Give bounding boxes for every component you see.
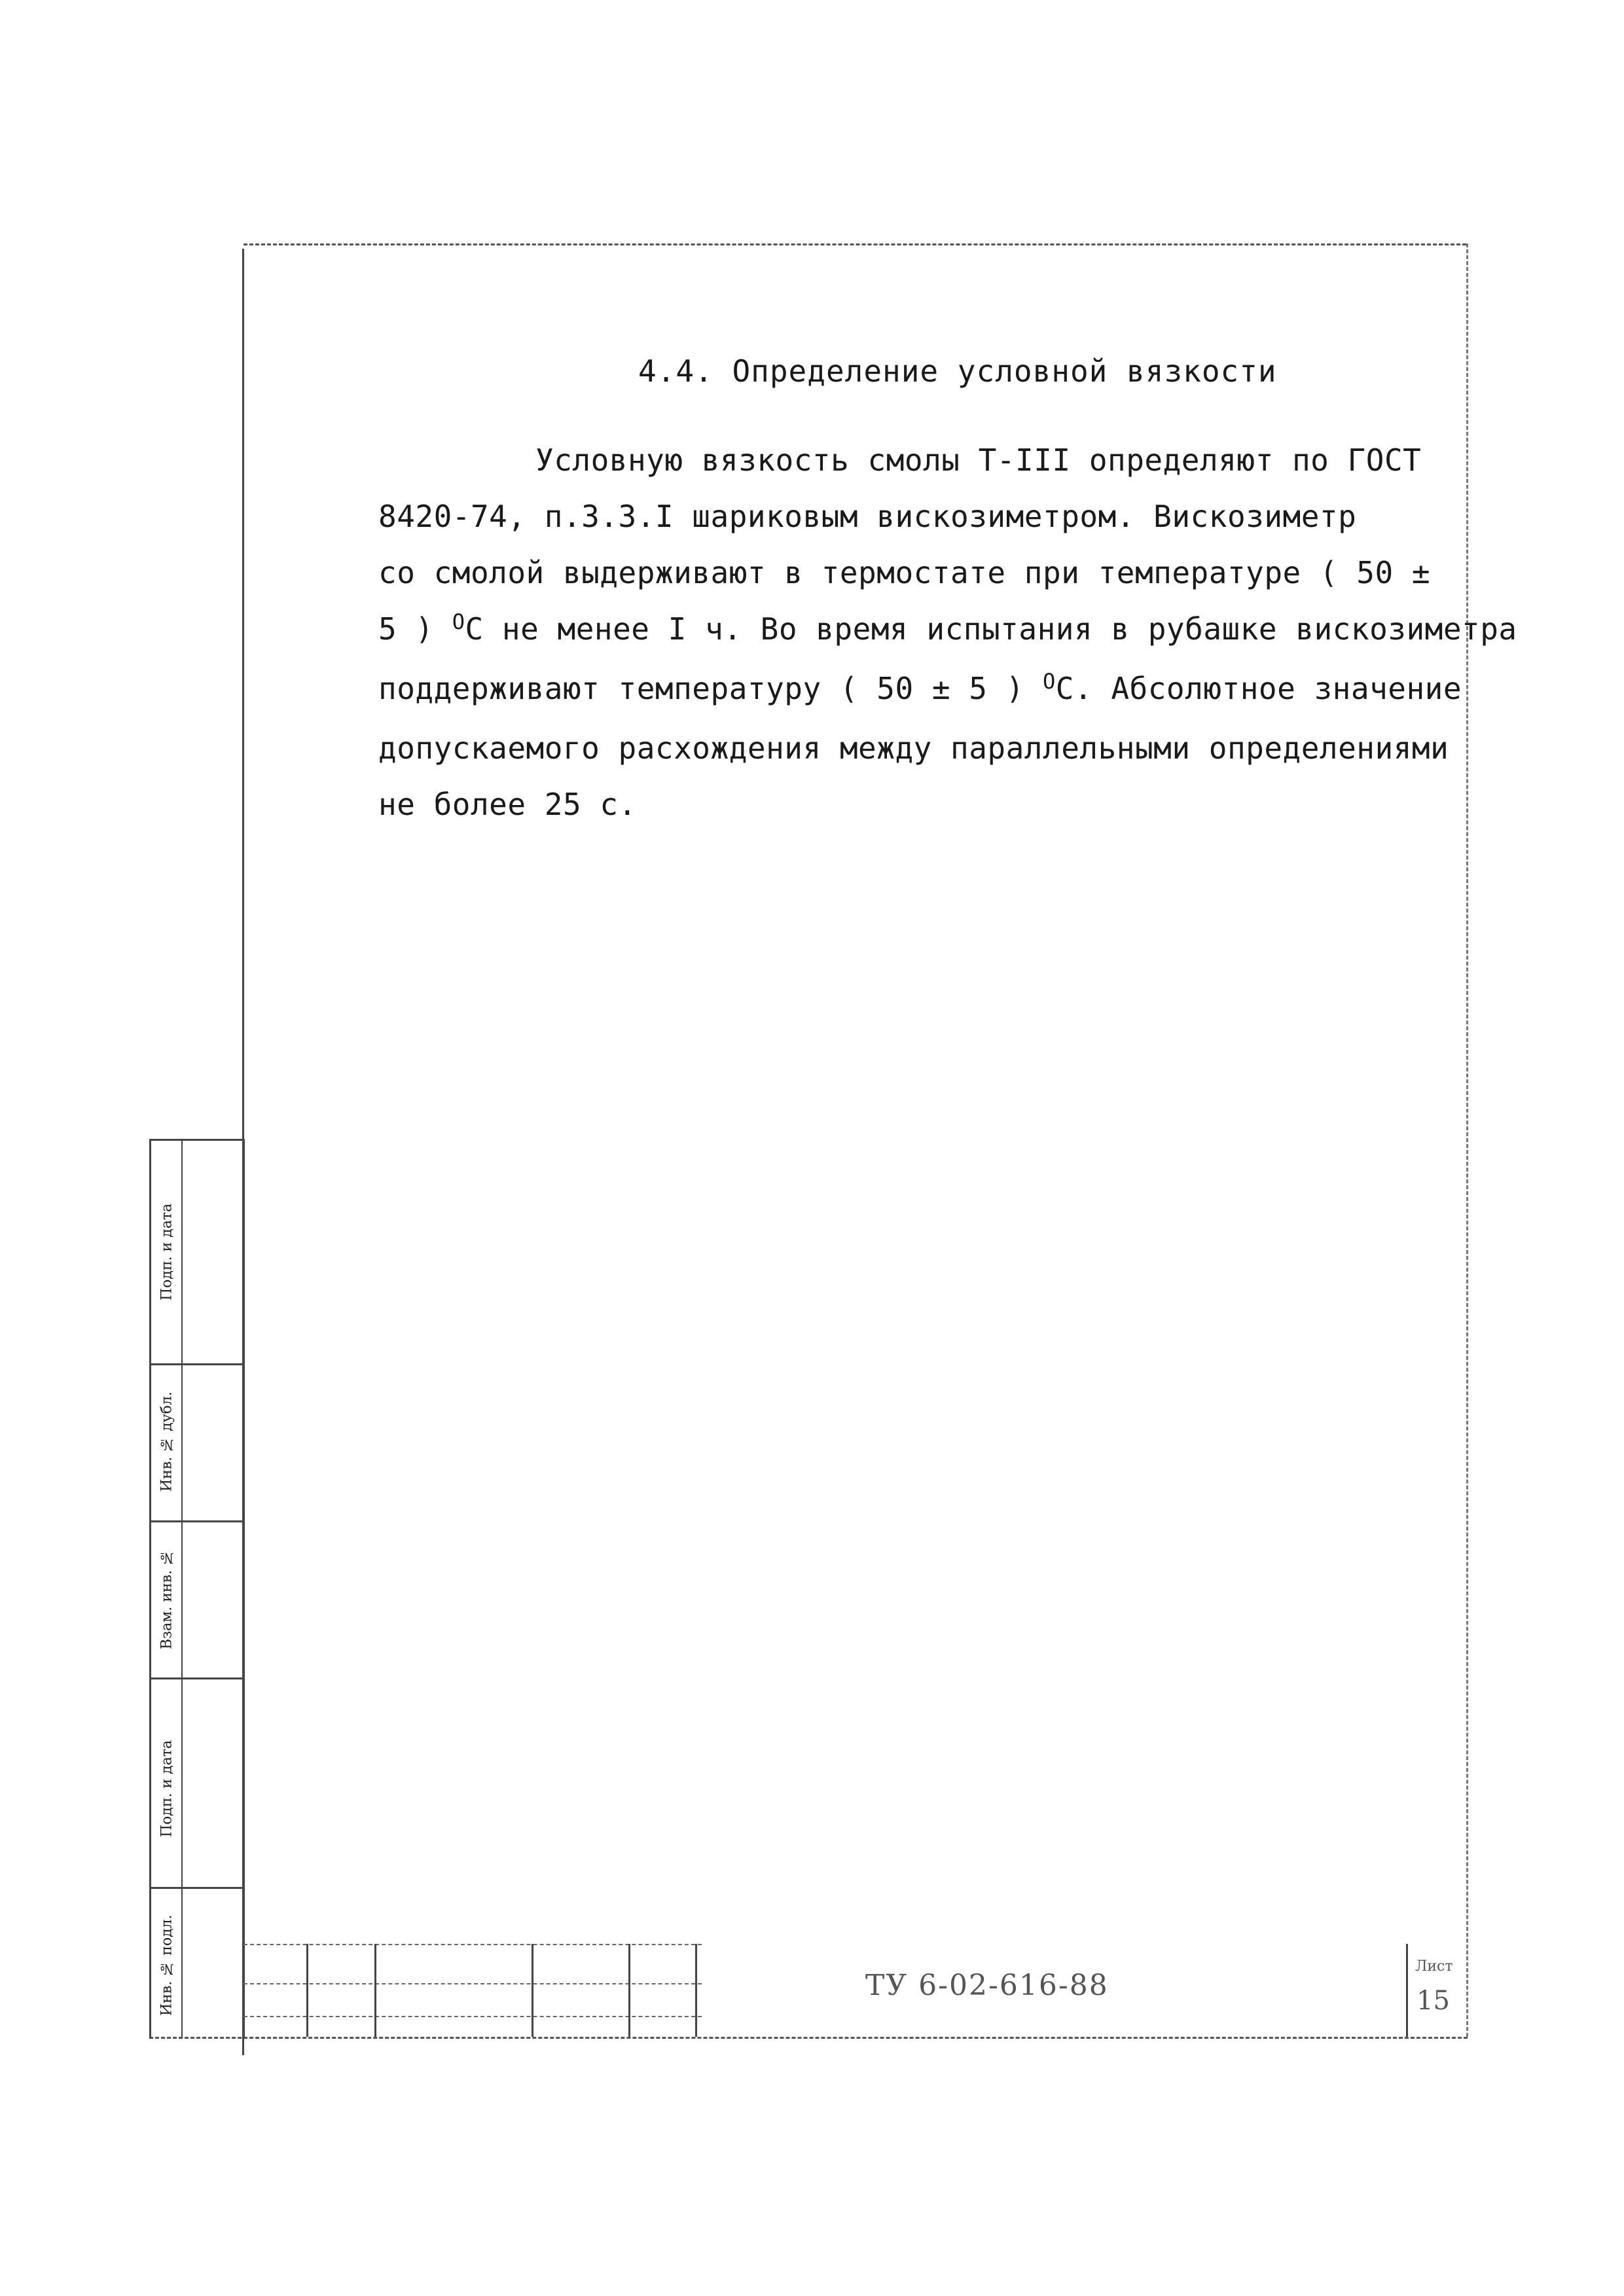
- body-line-1: Условную вязкость смолы Т-III определяют по ГОСТ: [535, 442, 1422, 478]
- sheet-cell-divider: [1406, 1944, 1408, 2037]
- body-paragraph: [378, 432, 1517, 833]
- sheet-number: 15: [1416, 1986, 1450, 2016]
- title-block-column-line: [628, 1944, 630, 2037]
- side-stamp-label: Инв. № подл.: [158, 1914, 175, 2017]
- body-line-5: [378, 660, 1478, 720]
- title-block-column-line: [306, 1944, 308, 2037]
- frame-top-border: [244, 243, 1466, 245]
- title-block-column-line: [374, 1944, 376, 2037]
- side-stamp-label: Инв. № дубл.: [158, 1391, 175, 1492]
- degree-superscript: О: [1043, 669, 1056, 694]
- side-stamp-label: Подп. и дата: [158, 1203, 175, 1301]
- side-stamp-label: Взам. инв. №: [158, 1549, 175, 1649]
- section-heading: 4.4. Определение условной вязкости: [638, 353, 1277, 389]
- body-line-4-end: С не менее I ч. Во время испытания в рубашке вискозиметра: [465, 611, 1517, 647]
- sheet-label: Лист: [1415, 1958, 1453, 1975]
- body-line-4: [378, 601, 1517, 660]
- document-code: ТУ 6-02-616-88: [865, 1969, 1109, 2002]
- body-line-3: со смолой выдерживают в термостате при температуре ( 50 ±: [378, 555, 1431, 590]
- title-block-column-line: [695, 1944, 697, 2037]
- body-line-7: не более 25 с.: [378, 787, 637, 822]
- title-block-row-line: [244, 2016, 702, 2017]
- side-stamp-column-divider: [181, 1141, 183, 2039]
- body-line-5-start: поддерживают температуру ( 50 ± 5 ): [378, 671, 1043, 706]
- degree-superscript: О: [452, 609, 465, 634]
- side-stamp-strip: [149, 1139, 245, 2039]
- side-stamp-divider: [151, 1363, 243, 1365]
- side-stamp-divider: [151, 1677, 243, 1679]
- body-line-5-end: С. Абсолютное значение: [1055, 671, 1462, 706]
- title-block: [244, 1931, 1466, 2037]
- frame-bottom-border: [149, 2037, 1468, 2039]
- title-block-row-line: [244, 1983, 702, 1984]
- body-line-4-start: 5 ): [378, 611, 452, 647]
- body-line-2: 8420-74, п.3.3.I шариковым вискозиметром. Вискозиметр: [378, 499, 1357, 534]
- side-stamp-divider: [151, 1520, 243, 1522]
- body-line-6: допускаемого расхождения между параллельными определениями: [378, 730, 1449, 766]
- title-block-column-line: [532, 1944, 533, 2037]
- side-stamp-label: Подп. и дата: [158, 1740, 175, 1838]
- side-stamp-divider: [151, 1887, 243, 1889]
- title-block-row-line: [244, 1944, 702, 1945]
